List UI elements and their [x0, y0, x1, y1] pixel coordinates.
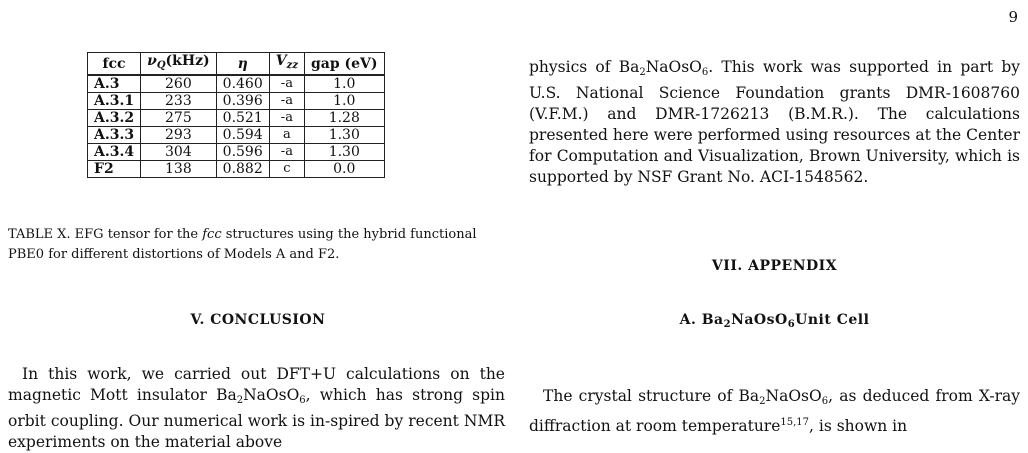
crystal-structure-paragraph: The crystal structure of $Ba_2NaOsO_6$, as deduced from X-ray diffraction at room temperature$^{15,17}$, is shown in — [529, 387, 1020, 435]
unit-cell-heading: A. $Ba_2NaOsO_6Unit$ Cell — [679, 312, 870, 330]
cell-eta: 0.396 — [216, 93, 269, 110]
cell-vzz: -a — [269, 93, 304, 110]
cell-eta: 0.882 — [216, 161, 269, 178]
cell-fcc: A.3.2 — [88, 110, 141, 127]
cell-nu: 260 — [141, 75, 217, 93]
cell-fcc: A.3.1 — [88, 93, 141, 110]
cell-nu: 304 — [141, 144, 217, 161]
table-row — [88, 127, 385, 144]
cell-vzz: c — [269, 161, 304, 178]
cell-gap: 1.30 — [305, 144, 385, 161]
cell-gap: 1.0 — [305, 75, 385, 93]
table-header-row — [88, 53, 385, 76]
cell-eta: 0.596 — [216, 144, 269, 161]
header-eta: η — [216, 53, 269, 76]
header-gap: gap (eV) — [305, 53, 385, 76]
header-fcc: fcc — [88, 53, 141, 76]
table-row — [88, 161, 385, 178]
cell-eta: 0.594 — [216, 127, 269, 144]
header-vzz: $V_{zz}$ — [269, 53, 304, 76]
cell-nu: 233 — [141, 93, 217, 110]
cell-gap: 1.30 — [305, 127, 385, 144]
cell-nu: 293 — [141, 127, 217, 144]
cell-gap: 1.28 — [305, 110, 385, 127]
cell-vzz: a — [269, 127, 304, 144]
conclusion-paragraph: In this work, we carried out DFT+U calculations on the magnetic Mott insulator $Ba_2NaOsO_6$, which has strong spin orbit coupling. Our numerical work is in-spired by recent NMR experiments on the material above — [8, 365, 505, 451]
table-caption: TABLE X. EFG tensor for the fcc structures using the hybrid functional PBE0 for different distortions of Models A and F2. — [8, 227, 477, 262]
table-row — [88, 110, 385, 127]
cell-fcc: F2 — [88, 161, 141, 178]
cell-fcc: A.3.3 — [88, 127, 141, 144]
cell-gap: 0.0 — [305, 161, 385, 178]
table-body — [88, 75, 385, 178]
appendix-heading: VII. APPENDIX — [711, 258, 838, 274]
cell-fcc: A.3 — [88, 75, 141, 93]
header-nu: $\nu_Q(kHz)$ — [141, 53, 217, 76]
cell-vzz: -a — [269, 144, 304, 161]
cell-eta: 0.460 — [216, 75, 269, 93]
table-row — [88, 144, 385, 161]
table-row — [88, 75, 385, 93]
acknowledgment-paragraph: physics of $Ba_2NaOsO_6$. This work was supported in part by U.S. National Science Foundation grants DMR-1608760 (V.F.M.) and DMR-1726213 (B.M.R.). The calculations presented here were performed using resources at the Center for Computation and Visualization, Brown University, which is supported by NSF Grant No. ACI-1548562. — [529, 58, 1021, 186]
cell-nu: 138 — [141, 161, 217, 178]
page-number: 9 — [1008, 8, 1018, 26]
table-row — [88, 93, 385, 110]
cell-vzz: -a — [269, 110, 304, 127]
cell-gap: 1.0 — [305, 93, 385, 110]
cell-vzz: -a — [269, 75, 304, 93]
cell-fcc: A.3.4 — [88, 144, 141, 161]
conclusion-heading: V. CONCLUSION — [190, 312, 326, 328]
efg-table — [87, 52, 385, 178]
cell-eta: 0.521 — [216, 110, 269, 127]
cell-nu: 275 — [141, 110, 217, 127]
